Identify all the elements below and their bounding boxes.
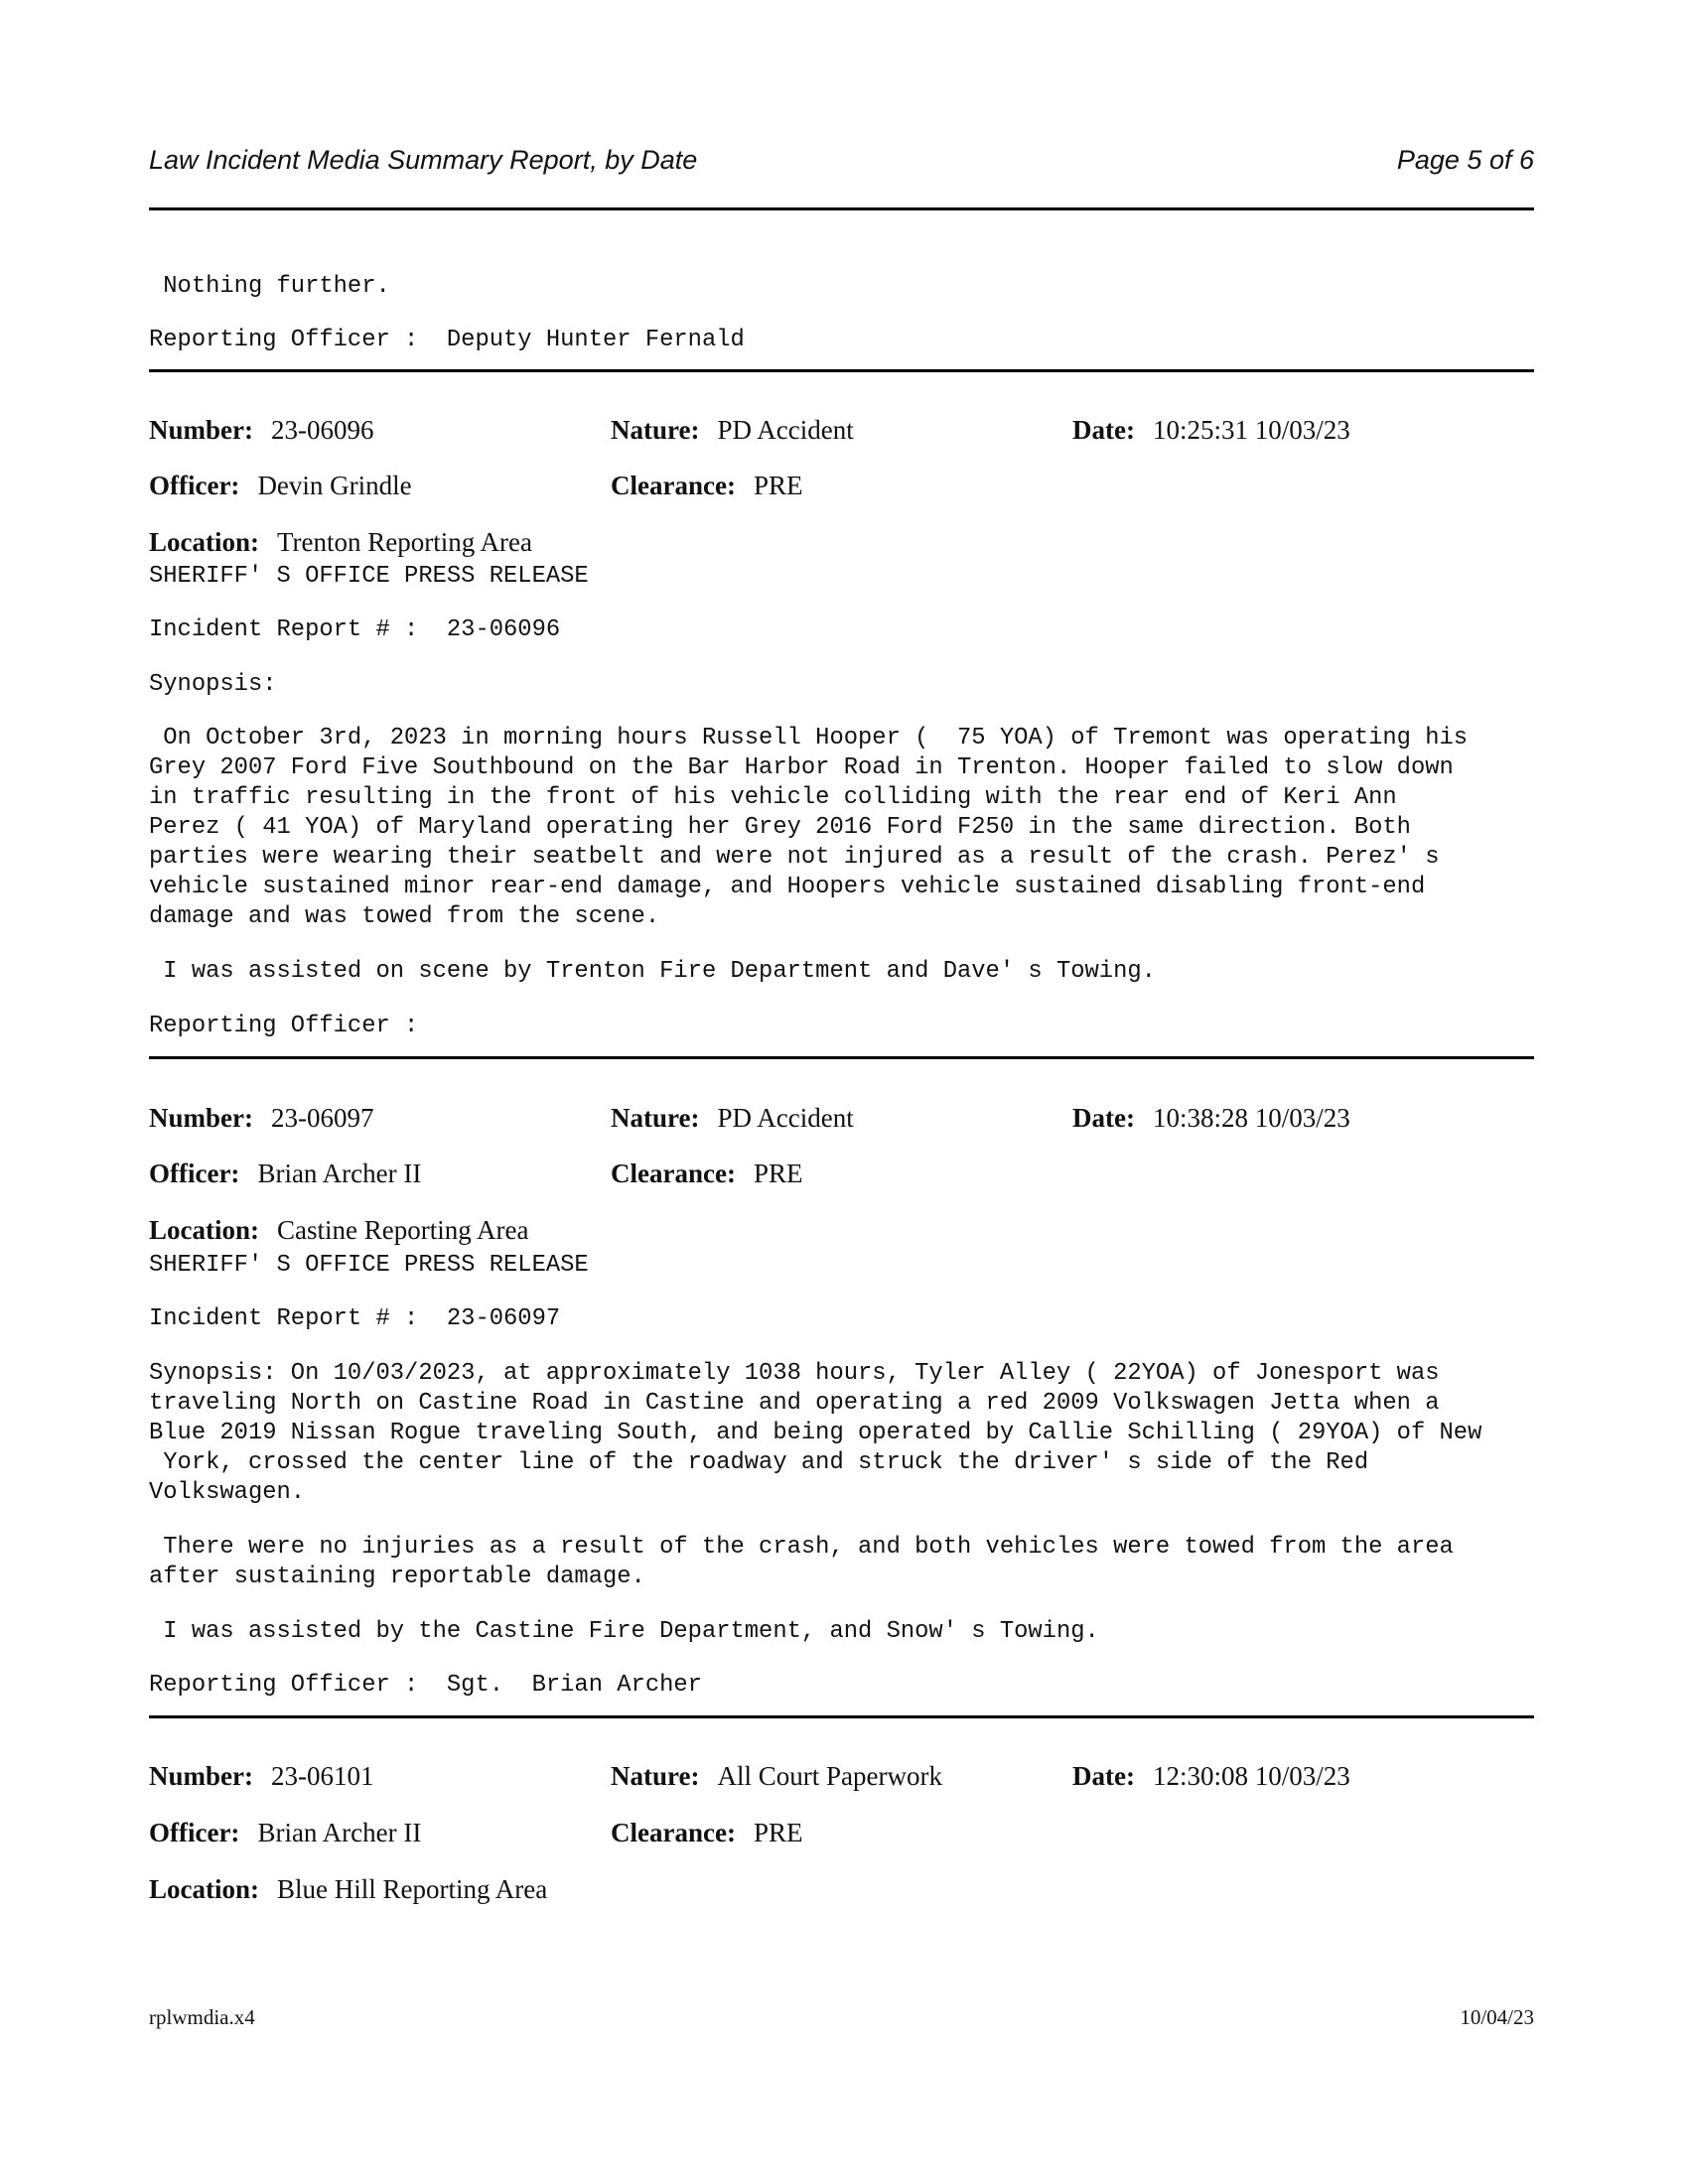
incident-nature: PD Accident [717,1103,854,1133]
incident-1-row-1 [149,415,1534,449]
incident-number: 23-06097 [270,1103,374,1133]
number-field: Number: 23-06101 [149,1761,374,1791]
header-divider [149,207,1534,210]
officer-field: Officer: Devin Grindle [149,471,412,500]
report-title: Law Incident Media Summary Report, by Date [149,145,698,175]
incident-location: Trenton Reporting Area [277,527,532,557]
incident-officer: Brian Archer II [257,1159,422,1188]
assist-paragraph: I was assisted on scene by Trenton Fire Department and Dave' s Towing. [149,958,1156,985]
officer-field: Officer: Brian Archer II [149,1159,422,1188]
synopsis-paragraph: On October 3rd, 2023 in morning hours Russell Hooper ( 75 YOA) of Tremont was operating his Grey 2007 Ford Five Southbound on the Bar Harbor Road in Trenton. Hooper failed to slow down in traffic resulting in the front of his vehicle colliding with the rear end of Keri Ann Perez ( 41 YOA) of Maryland operating her Grey 2016 Ford F250 in the same direction. Both parties were wearing their seatbelt and were not injured as a result of the crash. Perez' s vehicle sustained minor rear-end damage, and Hoopers vehicle sustained disabling front-end damage and was towed from the scene. [149,725,1469,930]
incident-clearance: PRE [753,471,803,500]
incident-2-row-2 [149,1159,1534,1192]
nature-field: Nature: PD Accident [611,1103,854,1133]
footer-print-date: 10/04/23 [1460,2005,1534,2029]
incident-date: 10:25:31 10/03/23 [1152,415,1350,445]
incident-clearance: PRE [753,1818,803,1847]
report-header [149,145,1534,185]
incident-divider [149,1056,1534,1059]
synopsis-label: Synopsis: [149,671,277,698]
incident-3-location: Location: Blue Hill Reporting Area [149,1874,548,1904]
synopsis-paragraph: Synopsis: On 10/03/2023, at approximately 1038 hours, Tyler Alley ( 22YOA) of Jonesport was traveling North on Castine Road in Castine and operating a red 2009 Volkswagen Jetta when a Blue 2019 Nissan Rogue traveling South, and being operated by Callie Schilling ( 29YOA) of New York, crossed the center line of the roadway and struck the driver' s side of the Red Volkswagen. [149,1360,1482,1506]
incident-1-location: Location: Trenton Reporting Area [149,527,532,557]
incident-number: 23-06101 [270,1761,374,1791]
incident-location: Blue Hill Reporting Area [277,1874,548,1904]
carryover-reporting-officer: Reporting Officer : Deputy Hunter Fernald [149,327,745,353]
date-field: Date: 10:38:28 10/03/23 [1072,1103,1350,1133]
incident-nature: All Court Paperwork [717,1761,942,1791]
press-release-heading: SHERIFF' S OFFICE PRESS RELEASE [149,563,589,590]
date-field: Date: 10:25:31 10/03/23 [1072,415,1350,445]
incident-divider [149,1715,1534,1718]
nature-field: Nature: PD Accident [611,415,854,445]
incident-divider [149,369,1534,372]
injuries-paragraph: There were no injuries as a result of the crash, and both vehicles were towed from the area after sustaining reportable damage. [149,1534,1454,1590]
clearance-field: Clearance: PRE [611,1159,803,1188]
incident-officer: Devin Grindle [257,471,412,500]
clearance-field: Clearance: PRE [611,1818,803,1847]
incident-officer: Brian Archer II [257,1818,422,1847]
reporting-officer: Reporting Officer : Sgt. Brian Archer [149,1672,702,1699]
incident-3-row-2 [149,1818,1534,1851]
press-release-heading: SHERIFF' S OFFICE PRESS RELEASE [149,1252,589,1279]
date-field: Date: 12:30:08 10/03/23 [1072,1761,1350,1791]
page-number: Page 5 of 6 [1396,145,1534,175]
incident-location: Castine Reporting Area [277,1215,529,1245]
incident-date: 10:38:28 10/03/23 [1152,1103,1350,1133]
incident-clearance: PRE [753,1159,803,1188]
reporting-officer: Reporting Officer : [149,1013,419,1039]
carryover-text: Nothing further. [149,273,390,300]
incident-date: 12:30:08 10/03/23 [1152,1761,1350,1791]
incident-1-row-2 [149,471,1534,504]
incident-2-location: Location: Castine Reporting Area [149,1215,529,1245]
number-field: Number: 23-06096 [149,415,374,445]
incident-nature: PD Accident [717,415,854,445]
incident-2-row-1 [149,1103,1534,1137]
nature-field: Nature: All Court Paperwork [611,1761,942,1791]
footer-report-id: rplwmdia.x4 [149,2005,255,2029]
assist-paragraph: I was assisted by the Castine Fire Department, and Snow' s Towing. [149,1618,1099,1645]
number-field: Number: 23-06097 [149,1103,374,1133]
officer-field: Officer: Brian Archer II [149,1818,422,1847]
clearance-field: Clearance: PRE [611,471,803,500]
incident-report-number: Incident Report # : 23-06096 [149,616,561,643]
incident-3-row-1 [149,1761,1534,1795]
incident-number: 23-06096 [270,415,374,445]
incident-report-number: Incident Report # : 23-06097 [149,1305,561,1332]
